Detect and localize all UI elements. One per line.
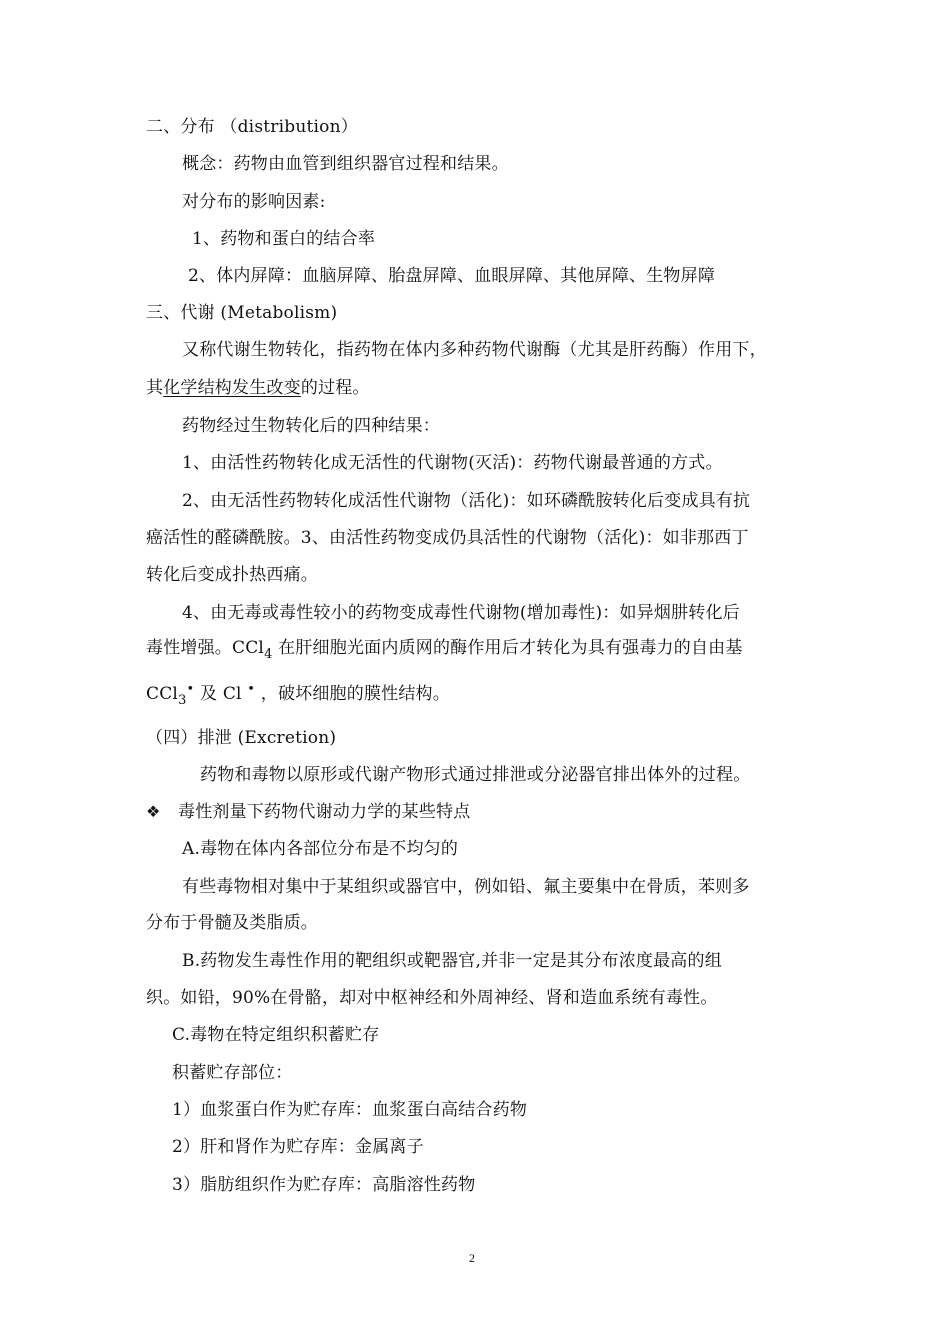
paragraph-line xyxy=(146,683,450,707)
radical-dot: • xyxy=(186,682,195,697)
diamond-bullet-icon: ❖ xyxy=(146,802,161,821)
paragraph-line: 概念：药物由血管到组织器官过程和结果。 xyxy=(182,154,509,174)
subheading: C.毒物在特定组织积蓄贮存 xyxy=(172,1025,380,1045)
paragraph-line: 分布于骨髓及类脂质。 xyxy=(146,913,318,933)
text-run: 在肝细胞光面内质网的酶作用后才转化为具有强毒力的自由基 xyxy=(272,638,743,658)
subheading: B.药物发生毒性作用的靶组织或靶器官,并非一定是其分布浓度最高的组 xyxy=(182,951,722,971)
text-run: 及 Cl xyxy=(194,684,248,704)
section-heading: 毒性剂量下药物代谢动力学的某些特点 xyxy=(178,802,471,822)
list-item: 4、由无毒或毒性较小的药物变成毒性代谢物(增加毒性)：如异烟肼转化后 xyxy=(182,603,740,623)
subscript: 4 xyxy=(264,647,273,662)
paragraph-line: 织。如铅，90%在骨骼，却对中枢神经和外周神经、肾和造血系统有毒性。 xyxy=(146,988,718,1008)
heading-metabolism: 三、代谢 (Metabolism) xyxy=(146,303,338,323)
paragraph-line: 药物经过生物转化后的四种结果： xyxy=(182,416,440,436)
paragraph-line: 癌活性的醛磷酰胺。3、由活性药物变成仍具活性的代谢物（活化)：如非那西丁 xyxy=(146,528,749,548)
paragraph-line: 对分布的影响因素: xyxy=(182,192,326,212)
text-run: 的过程。 xyxy=(300,378,370,398)
heading-distribution: 二、分布 （distribution） xyxy=(146,117,358,137)
paragraph-line: 转化后变成扑热西痛。 xyxy=(146,565,318,585)
text-run: ，破坏细胞的膜性结构。 xyxy=(255,684,450,704)
list-item: 1、由活性药物转化成无活性的代谢物(灭活)：药物代谢最普通的方式。 xyxy=(182,453,723,473)
list-item: 2）肝和肾作为贮存库：金属离子 xyxy=(172,1137,424,1157)
list-item: 1）血浆蛋白作为贮存库：血浆蛋白高结合药物 xyxy=(172,1100,528,1120)
list-item: 1、药物和蛋白的结合率 xyxy=(192,229,376,249)
text-run: CCl xyxy=(146,684,179,704)
list-item: 3）脂肪组织作为贮存库：高脂溶性药物 xyxy=(172,1175,476,1195)
page-number: 2 xyxy=(469,1251,475,1265)
paragraph-line: 有些毒物相对集中于某组织或器官中，例如铅、氟主要集中在骨质，苯则多 xyxy=(182,877,750,897)
list-item: 2、由无活性药物转化成活性代谢物（活化)：如环磷酰胺转化后变成具有抗 xyxy=(182,491,751,511)
underlined-text: 化学结构发生改变 xyxy=(163,378,301,398)
paragraph-line xyxy=(146,377,370,399)
subheading: A.毒物在体内各部位分布是不均匀的 xyxy=(182,839,459,859)
list-item: 2、体内屏障：血脑屏障、胎盘屏障、血眼屏障、其他屏障、生物屏障 xyxy=(188,266,716,286)
paragraph-line xyxy=(146,637,743,661)
paragraph-line: 药物和毒物以原形或代谢产物形式通过排泄或分泌器官排出体外的过程。 xyxy=(200,765,751,785)
text-run: 其 xyxy=(146,378,164,398)
paragraph-line: 又称代谢生物转化，指药物在体内多种药物代谢酶（尤其是肝药酶）作用下， xyxy=(182,340,767,360)
subscript: 3 xyxy=(178,693,187,708)
radical-dot: • xyxy=(247,682,256,697)
paragraph-line: 积蓄贮存部位： xyxy=(172,1063,293,1083)
heading-excretion: （四）排泄 (Excretion) xyxy=(146,728,337,748)
text-run: 毒性增强。CCl xyxy=(146,638,265,658)
